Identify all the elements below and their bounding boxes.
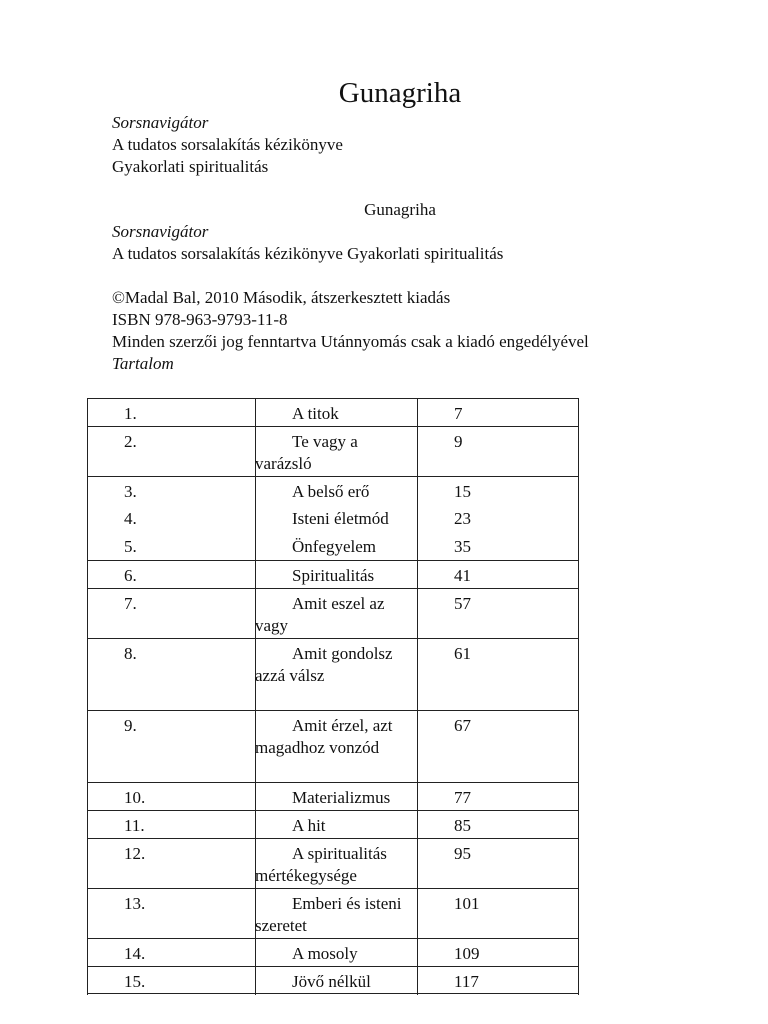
toc-title: Amit érzel, azt magadhoz vonzód	[255, 716, 393, 757]
toc-page-number: 67	[454, 716, 471, 735]
toc-number: 11.	[124, 816, 145, 835]
toc-page-number: 23	[454, 509, 471, 528]
toc-title: Te vagy a varázsló	[255, 432, 358, 473]
toc-number: 10.	[124, 788, 146, 807]
toc-row	[87, 532, 579, 560]
toc-number: 7.	[124, 594, 137, 613]
second-title: Gunagriha	[364, 200, 436, 219]
toc-title: Önfegyelem	[292, 537, 377, 556]
toc-page-number: 41	[454, 566, 471, 585]
toc-number: 2.	[124, 432, 137, 451]
toc-row	[87, 588, 579, 638]
toc-page-number: 7	[454, 404, 463, 423]
toc-number: 1.	[124, 404, 137, 423]
toc-row	[87, 638, 579, 710]
toc-number: 8.	[124, 644, 137, 663]
table-of-contents	[87, 398, 579, 994]
toc-row	[87, 810, 579, 838]
toc-page-number: 35	[454, 537, 471, 556]
second-subtitle-italic: Sorsnavigátor	[112, 222, 209, 241]
toc-title: Isteni életmód	[292, 509, 389, 528]
toc-row	[87, 938, 579, 966]
toc-page-number: 77	[454, 788, 471, 807]
toc-title: Spiritualitás	[292, 566, 375, 585]
toc-page-number: 109	[454, 944, 480, 963]
rights-line: Minden szerzői jog fenntartva Utánnyomás csak a kiadó engedélyével	[112, 332, 589, 351]
subtitle-line: A tudatos sorsalakítás kézikönyve	[112, 135, 343, 154]
toc-page-number: 117	[454, 972, 479, 991]
toc-number: 9.	[124, 716, 137, 735]
toc-page-number: 9	[454, 432, 463, 451]
toc-title: Amit gondolsz azzá válsz	[255, 644, 393, 685]
toc-row	[87, 710, 579, 782]
toc-number: 3.	[124, 482, 137, 501]
subtitle-italic: Sorsnavigátor	[112, 113, 209, 132]
toc-title: Materializmus	[292, 788, 391, 807]
toc-number: 13.	[124, 894, 146, 913]
toc-title: Emberi és isteni szeretet	[255, 894, 402, 935]
toc-page-number: 61	[454, 644, 471, 663]
toc-title: A titok	[292, 404, 339, 423]
toc-title: Amit eszel az vagy	[255, 594, 385, 635]
toc-row	[87, 838, 579, 888]
toc-page-number: 15	[454, 482, 471, 501]
toc-row	[87, 504, 579, 532]
second-subtitle-line: A tudatos sorsalakítás kézikönyve Gyakorlati spiritualitás	[112, 244, 504, 263]
toc-page-number: 95	[454, 844, 471, 863]
toc-title: Jövő nélkül	[292, 972, 371, 991]
toc-row	[87, 426, 579, 476]
toc-row	[87, 560, 579, 588]
toc-page-number: 85	[454, 816, 471, 835]
toc-page-number: 101	[454, 894, 480, 913]
toc-number: 6.	[124, 566, 137, 585]
toc-number: 5.	[124, 537, 137, 556]
toc-row	[87, 966, 579, 994]
isbn-line: ISBN 978-963-9793-11-8	[112, 310, 288, 329]
toc-row	[87, 888, 579, 938]
toc-row	[87, 782, 579, 810]
toc-row	[87, 398, 579, 426]
page-title: Gunagriha	[338, 77, 462, 109]
toc-title: A belső erő	[292, 482, 370, 501]
toc-page-number: 57	[454, 594, 471, 613]
toc-number: 15.	[124, 972, 146, 991]
copyright-line: ©Madal Bal, 2010 Második, átszerkesztett kiadás	[112, 288, 451, 307]
toc-title: A spiritualitás mértékegysége	[255, 844, 387, 885]
contents-heading: Tartalom	[112, 354, 174, 373]
subtitle-line: Gyakorlati spiritualitás	[112, 157, 269, 176]
toc-number: 14.	[124, 944, 146, 963]
toc-title: A hit	[292, 816, 326, 835]
toc-title: A mosoly	[292, 944, 358, 963]
toc-number: 12.	[124, 844, 146, 863]
toc-row	[87, 476, 579, 504]
toc-number: 4.	[124, 509, 137, 528]
